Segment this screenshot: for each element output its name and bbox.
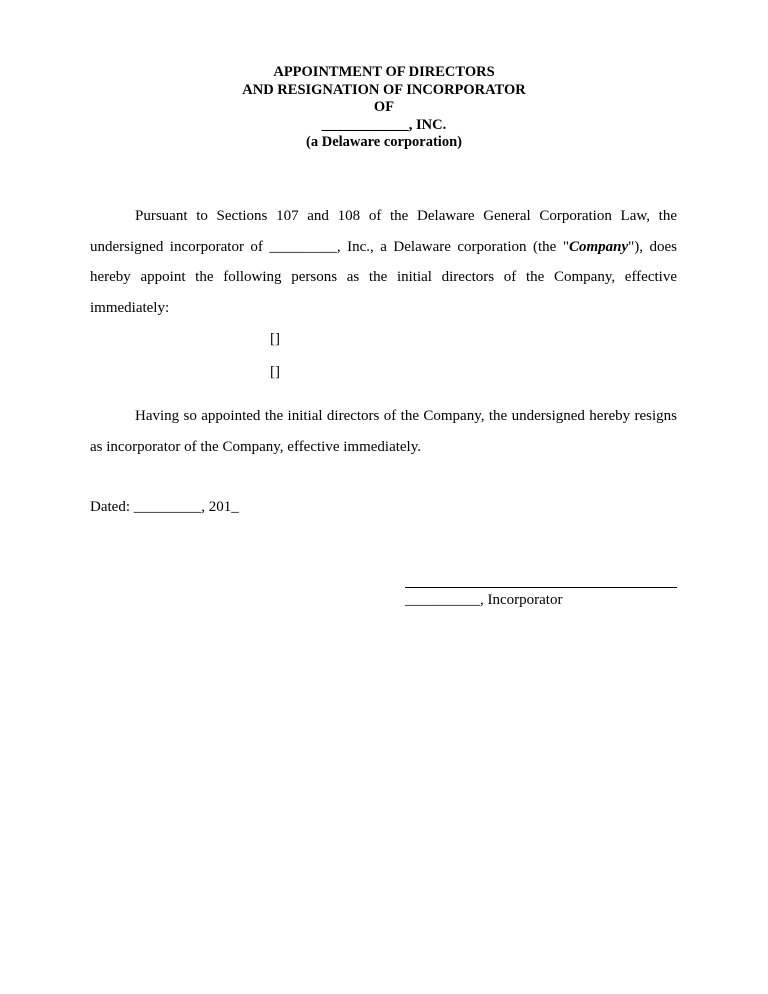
defined-term-company: Company <box>568 238 629 255</box>
title-line-5: (a Delaware corporation) <box>306 134 462 150</box>
appointment-text-end: "), does hereby appoint the following persons as the initial directors of the Company, effective immediately: <box>90 238 677 316</box>
appointment-paragraph <box>90 201 677 323</box>
dated-line: Dated: _________, 201_ <box>90 499 239 515</box>
title-line-2: AND RESIGNATION OF INCORPORATOR <box>242 81 526 98</box>
resignation-paragraph: Having so appointed the initial directors of the Company, the undersigned hereby resigns as incorporator of the Company, effective immediately. <box>90 408 677 455</box>
signature-caption: __________, Incorporator <box>405 592 563 608</box>
director-placeholder-1: [] <box>270 331 280 347</box>
title-line-3: OF <box>373 99 395 115</box>
title-line-1: APPOINTMENT OF DIRECTORS <box>273 64 495 80</box>
signature-line <box>405 587 677 588</box>
title-line-4: ____________, INC. <box>321 116 447 133</box>
document-title <box>0 64 768 152</box>
appointment-text-start: Pursuant to Sections 107 and 108 of the Delaware General Corporation Law, the undersigned incorporator of _________, Inc., a Delaware corporation (the " <box>90 208 677 255</box>
director-placeholder-2: [] <box>270 364 280 380</box>
